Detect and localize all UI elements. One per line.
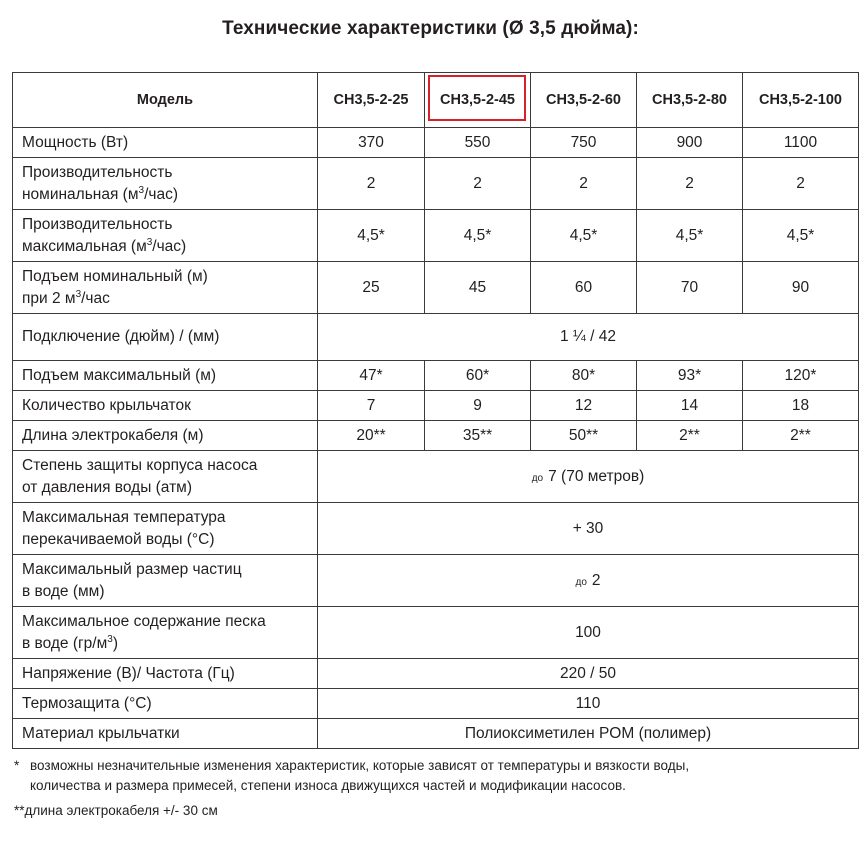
row-label-line1: Максимальное содержание песка (22, 612, 266, 630)
merged-value: 2 (591, 571, 601, 589)
cell: 60 (531, 262, 637, 314)
cell: 4,5* (318, 210, 425, 262)
cell: 70 (637, 262, 743, 314)
row-label-line2-pre: при 2 м (22, 289, 76, 307)
row-impellers (13, 391, 859, 421)
model-col-4: СН3,5-2-80 (637, 73, 743, 128)
cell: 14 (637, 391, 743, 421)
spec-table (12, 72, 859, 749)
merged-value: 7 (70 метров) (548, 467, 645, 485)
cell: 2 (318, 158, 425, 210)
merged-cell (318, 555, 859, 607)
model-header: Модель (13, 73, 318, 128)
superscript: 3 (138, 184, 145, 196)
cell: 9 (425, 391, 531, 421)
row-label: Напряжение (В)/ Частота (Гц) (13, 659, 318, 689)
row-nominal-flow (13, 158, 859, 210)
cell: 12 (531, 391, 637, 421)
cell: 1100 (743, 128, 859, 158)
row-label (13, 555, 318, 607)
model-col-2-label: СН3,5-2-45 (440, 92, 515, 108)
value-prefix: до (575, 576, 587, 588)
cell: 4,5* (743, 210, 859, 262)
row-label-line2-post: /час (81, 289, 110, 307)
cell: 370 (318, 128, 425, 158)
row-thermal (13, 689, 859, 719)
row-label (13, 158, 318, 210)
row-label: Длина электрокабеля (м) (13, 421, 318, 451)
footnote-1-line1: возможны незначительные изменения характеристик, которые зависят от температуры и вязкости воды, (30, 758, 690, 773)
cell: 93* (637, 361, 743, 391)
cell: 2** (637, 421, 743, 451)
row-label-line1: Производительность (22, 163, 173, 181)
cell: 900 (637, 128, 743, 158)
row-power (13, 128, 859, 158)
footnote-2 (14, 801, 218, 821)
row-label-line2: в воде (мм) (22, 582, 105, 600)
row-label-line2-post: /час) (152, 237, 187, 255)
row-nominal-head (13, 262, 859, 314)
cell: 20** (318, 421, 425, 451)
cell: 45 (425, 262, 531, 314)
value-prefix: до (531, 472, 544, 484)
row-protection (13, 451, 859, 503)
footnote-mark: ** (14, 803, 25, 818)
row-label-line2: перекачиваемой воды (°C) (22, 530, 215, 548)
row-cable (13, 421, 859, 451)
cell: 2 (425, 158, 531, 210)
merged-cell: 220 / 50 (318, 659, 859, 689)
page-title: Технические характеристики (Ø 3,5 дюйма): (222, 18, 639, 39)
cell: 4,5* (425, 210, 531, 262)
merged-cell: Полиоксиметилен POM (полимер) (318, 719, 859, 749)
cell: 2 (743, 158, 859, 210)
row-label-line2: от давления воды (атм) (22, 478, 193, 496)
row-max-head (13, 361, 859, 391)
cell: 2 (531, 158, 637, 210)
row-label (13, 451, 318, 503)
row-label-line2-post: ) (112, 634, 118, 652)
row-label-line1: Максимальная температура (22, 508, 226, 526)
row-label: Подключение (дюйм) / (мм) (13, 314, 318, 361)
superscript: 3 (107, 633, 113, 645)
cell: 4,5* (531, 210, 637, 262)
row-label (13, 262, 318, 314)
row-label: Подъем максимальный (м) (13, 361, 318, 391)
row-sand (13, 607, 859, 659)
row-label-line1: Степень защиты корпуса насоса (22, 456, 258, 474)
cell: 750 (531, 128, 637, 158)
row-voltage (13, 659, 859, 689)
cell: 2** (743, 421, 859, 451)
cell: 7 (318, 391, 425, 421)
cell: 2 (637, 158, 743, 210)
row-max-temp (13, 503, 859, 555)
model-col-3: СН3,5-2-60 (531, 73, 637, 128)
footnote-mark: * (14, 758, 20, 773)
row-label (13, 607, 318, 659)
superscript: 3 (75, 288, 82, 300)
row-label (13, 210, 318, 262)
row-impeller-material (13, 719, 859, 749)
row-label-line2-pre: максимальная (м (22, 237, 147, 255)
cell: 550 (425, 128, 531, 158)
row-label: Мощность (Вт) (13, 128, 318, 158)
footnote-1 (14, 756, 854, 796)
cell: 4,5* (637, 210, 743, 262)
model-col-5: СН3,5-2-100 (743, 73, 859, 128)
cell: 18 (743, 391, 859, 421)
row-label-line1: Подъем номинальный (м) (22, 267, 208, 285)
cell: 80* (531, 361, 637, 391)
cell: 60* (425, 361, 531, 391)
row-max-flow (13, 210, 859, 262)
row-particle (13, 555, 859, 607)
row-label: Материал крыльчатки (13, 719, 318, 749)
merged-cell (318, 451, 859, 503)
row-label: Количество крыльчаток (13, 391, 318, 421)
cell: 120* (743, 361, 859, 391)
cell: 50** (531, 421, 637, 451)
superscript: 3 (146, 236, 153, 248)
cell: 35** (425, 421, 531, 451)
merged-cell: 110 (318, 689, 859, 719)
row-connection (13, 314, 859, 361)
cell: 47* (318, 361, 425, 391)
footnote-1-line2: количества и размера примесей, степени износа движущихся частей и модификации насосов. (30, 778, 626, 793)
merged-cell: + 30 (318, 503, 859, 555)
row-label-line2-post: /час) (144, 185, 178, 203)
row-label-line1: Производительность (22, 215, 173, 233)
model-col-2-highlighted (425, 73, 531, 128)
footnote-2-text: длина электрокабеля +/- 30 см (24, 803, 218, 818)
header-row (13, 73, 859, 128)
row-label-line1: Максимальный размер частиц (22, 560, 242, 578)
row-label-line2-pre: в воде (гр/м (22, 634, 108, 652)
row-label-line2-pre: номинальная (м (22, 185, 139, 203)
row-label (13, 503, 318, 555)
cell: 25 (318, 262, 425, 314)
merged-cell: 100 (318, 607, 859, 659)
model-col-1: СН3,5-2-25 (318, 73, 425, 128)
row-label: Термозащита (°C) (13, 689, 318, 719)
cell: 90 (743, 262, 859, 314)
merged-cell: 1 ¼ / 42 (318, 314, 859, 361)
